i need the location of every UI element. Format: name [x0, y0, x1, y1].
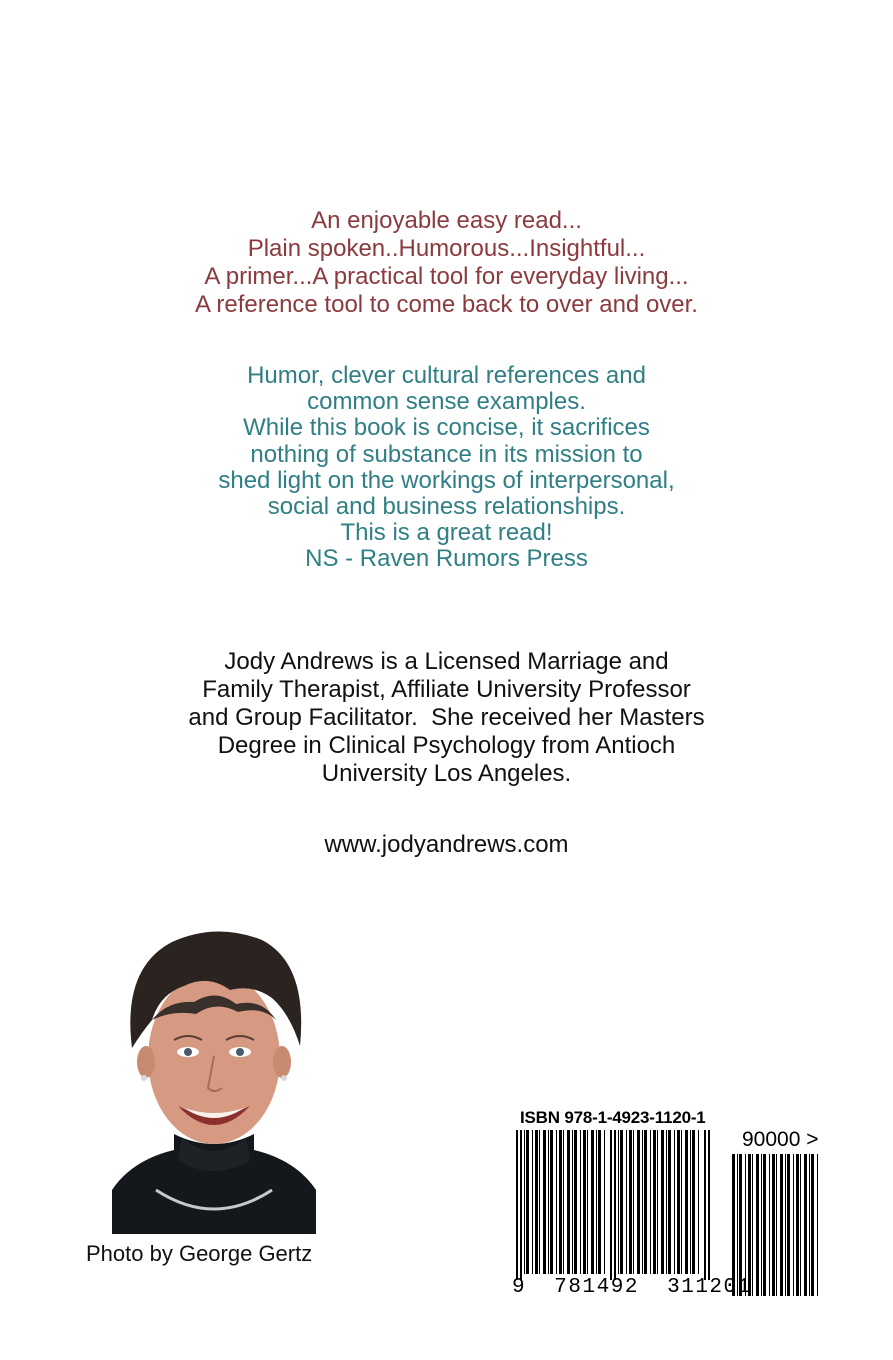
- praise-quote: [0, 207, 893, 319]
- barcode-bar: [661, 1130, 664, 1274]
- praise-line: A primer...A practical tool for everyday living...: [204, 263, 689, 290]
- review-line: nothing of substance in its mission to: [250, 440, 643, 468]
- barcode-bar: [591, 1130, 594, 1274]
- barcode-bar: [559, 1130, 562, 1274]
- praise-line: An enjoyable easy read...: [311, 207, 582, 234]
- barcode-guard-bar: [516, 1130, 518, 1280]
- review-line: While this book is concise, it sacrifices: [243, 414, 650, 442]
- praise-line: Plain spoken..Humorous...Insightful...: [247, 235, 646, 262]
- barcode-guard-bar: [610, 1130, 612, 1280]
- barcode-bar: [690, 1130, 691, 1274]
- barcode-number: 9 781492 311201: [512, 1276, 752, 1299]
- barcode-bar: [556, 1130, 557, 1274]
- review-quote: [0, 363, 893, 573]
- bio-line: Jody Andrews is a Licensed Marriage and: [224, 648, 669, 675]
- price-code: 90000 >: [742, 1128, 819, 1151]
- barcode-bar: [761, 1154, 762, 1296]
- barcode-guard-bar: [520, 1130, 522, 1280]
- barcode-bar: [772, 1154, 775, 1296]
- bio-line: University Los Angeles.: [321, 760, 572, 787]
- barcode-bar: [763, 1154, 766, 1296]
- website-url: www.jodyandrews.com: [324, 831, 569, 858]
- barcode-bar: [650, 1130, 651, 1274]
- barcode-bar: [604, 1130, 605, 1274]
- barcode-bar: [637, 1130, 640, 1274]
- barcode-bar: [780, 1154, 783, 1296]
- review-attribution: NS - Raven Rumors Press: [305, 545, 588, 573]
- barcode-bar: [666, 1130, 667, 1274]
- barcode-bar: [653, 1130, 656, 1274]
- photo-credit: Photo by George Gertz: [86, 1241, 313, 1266]
- barcode-bar: [620, 1130, 623, 1274]
- barcode-bar: [787, 1154, 790, 1296]
- bio-line: Degree in Clinical Psychology from Antioch: [217, 732, 676, 759]
- review-line: common sense examples.: [307, 388, 586, 416]
- barcode-bar: [793, 1154, 794, 1296]
- barcode-bar: [677, 1130, 680, 1274]
- barcode-bar: [580, 1130, 581, 1274]
- barcode-bar: [732, 1154, 735, 1296]
- review-line: social and business relationships.: [267, 493, 626, 521]
- review-line: This is a great read!: [340, 519, 553, 547]
- barcode-bar: [583, 1130, 586, 1274]
- barcode-bar: [745, 1154, 746, 1296]
- barcode-bar: [698, 1130, 699, 1274]
- barcode-bar: [756, 1154, 759, 1296]
- barcode-bar: [587, 1130, 588, 1274]
- barcode-bar: [809, 1154, 810, 1296]
- barcode-bar: [598, 1130, 601, 1274]
- review-line: shed light on the workings of interpersonal,: [218, 466, 675, 494]
- barcode-bar: [574, 1130, 577, 1274]
- barcode-bar: [804, 1154, 807, 1296]
- barcode-bar: [681, 1130, 682, 1274]
- barcode-bar: [524, 1130, 525, 1274]
- barcode-bar: [752, 1154, 753, 1296]
- barcode-bar: [633, 1130, 634, 1274]
- author-portrait-icon: [112, 928, 316, 1234]
- barcode-bar: [739, 1154, 742, 1296]
- barcode-bar: [800, 1154, 801, 1296]
- isbn-barcode: [506, 1104, 846, 1304]
- barcode-bar: [526, 1130, 529, 1274]
- author-bio: [0, 648, 893, 788]
- barcode-bar: [572, 1130, 573, 1274]
- barcode-bar: [776, 1154, 777, 1296]
- barcode-bar: [737, 1154, 738, 1296]
- barcode-bar: [644, 1130, 647, 1274]
- barcode-bar: [642, 1130, 643, 1274]
- barcode-bar: [796, 1154, 799, 1296]
- praise-line: A reference tool to come back to over and over.: [195, 291, 698, 318]
- barcode-bar: [548, 1130, 549, 1274]
- barcode-bar: [785, 1154, 786, 1296]
- barcode-bar: [674, 1130, 675, 1274]
- isbn-label: ISBN 978-1-4923-1120-1: [520, 1108, 706, 1127]
- barcode-guard-bar: [614, 1130, 616, 1280]
- barcode-bar: [550, 1130, 553, 1274]
- barcode-bar: [668, 1130, 671, 1274]
- review-line: Humor, clever cultural references and: [247, 362, 646, 389]
- barcode-bar: [567, 1130, 570, 1274]
- barcode-bar: [629, 1130, 632, 1274]
- barcode-bar: [532, 1130, 533, 1274]
- barcode-bar: [769, 1154, 770, 1296]
- barcode-guard-bar: [708, 1130, 710, 1280]
- barcode-bar: [657, 1130, 658, 1274]
- barcode-bar: [618, 1130, 619, 1274]
- barcode-bar: [626, 1130, 627, 1274]
- barcode-bar: [535, 1130, 538, 1274]
- barcode-bar: [685, 1130, 688, 1274]
- barcode-bar: [563, 1130, 564, 1274]
- barcode-bar: [817, 1154, 818, 1296]
- barcode-bar: [539, 1130, 540, 1274]
- barcode-bar: [692, 1130, 695, 1274]
- barcode-bar: [748, 1154, 751, 1296]
- barcode-guard-bar: [704, 1130, 706, 1280]
- bio-line: Family Therapist, Affiliate University Professor: [202, 676, 691, 703]
- bio-line: and Group Facilitator. She received her Masters: [188, 704, 705, 731]
- barcode-bar: [543, 1130, 546, 1274]
- barcode-bar: [811, 1154, 814, 1296]
- barcode-bar: [596, 1130, 597, 1274]
